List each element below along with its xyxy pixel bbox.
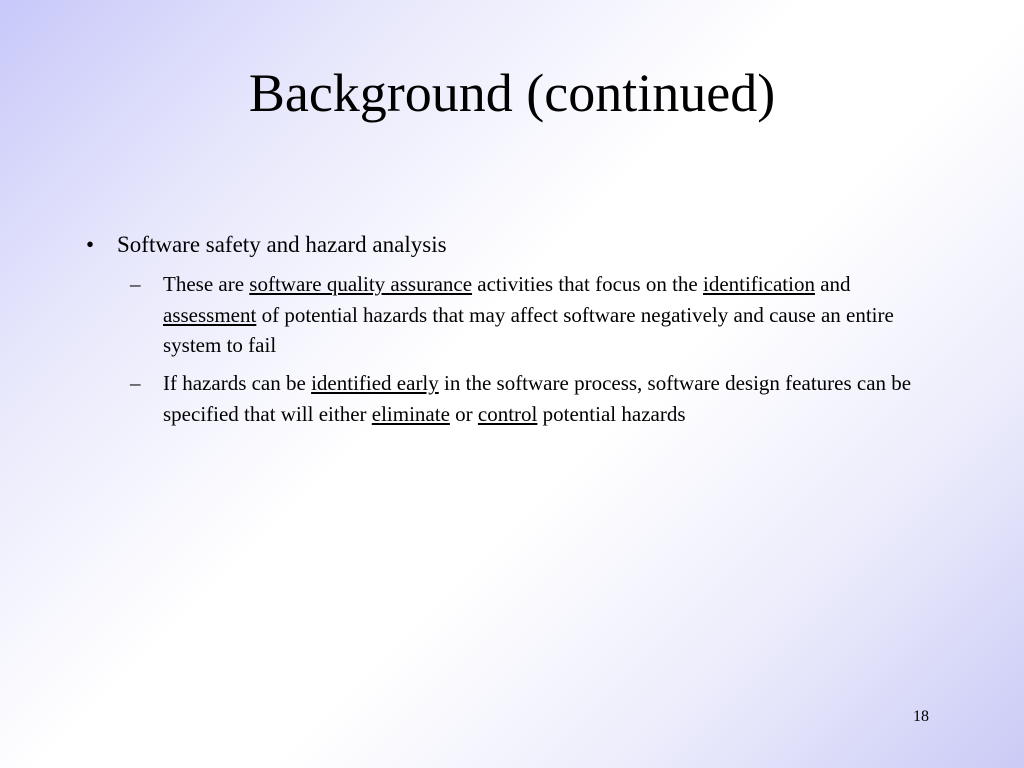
underlined-term: identification	[702, 272, 815, 296]
underlined-term: assessment	[163, 302, 257, 327]
text-run: These are	[163, 272, 250, 296]
bullet-marker: •	[86, 232, 95, 257]
text-run: If hazards can be	[163, 371, 312, 395]
bullet-text: Software safety and hazard analysis	[117, 232, 447, 257]
text-run: activities that focus on the	[472, 272, 703, 296]
underlined-term: control	[477, 401, 538, 426]
text-run: and	[814, 272, 851, 296]
underlined-term: identified early	[311, 371, 439, 395]
text-run: or	[449, 401, 478, 426]
sub-bullet-marker: –	[130, 272, 141, 296]
sub-bullet-marker: –	[130, 371, 141, 395]
text-run: in the software process, software design features can be specified that will either	[163, 371, 912, 426]
slide-number: 18	[913, 708, 929, 725]
underlined-term: software quality assurance	[249, 272, 473, 296]
sub-bullet-text	[163, 269, 938, 361]
sub-bullet-text	[163, 368, 938, 429]
text-run: of potential hazards that may affect software negatively and cause an entire system to fail	[163, 302, 894, 357]
underlined-term: eliminate	[371, 401, 450, 426]
slide-title: Background (continued)	[248, 63, 776, 123]
text-run: potential hazards	[537, 401, 686, 426]
